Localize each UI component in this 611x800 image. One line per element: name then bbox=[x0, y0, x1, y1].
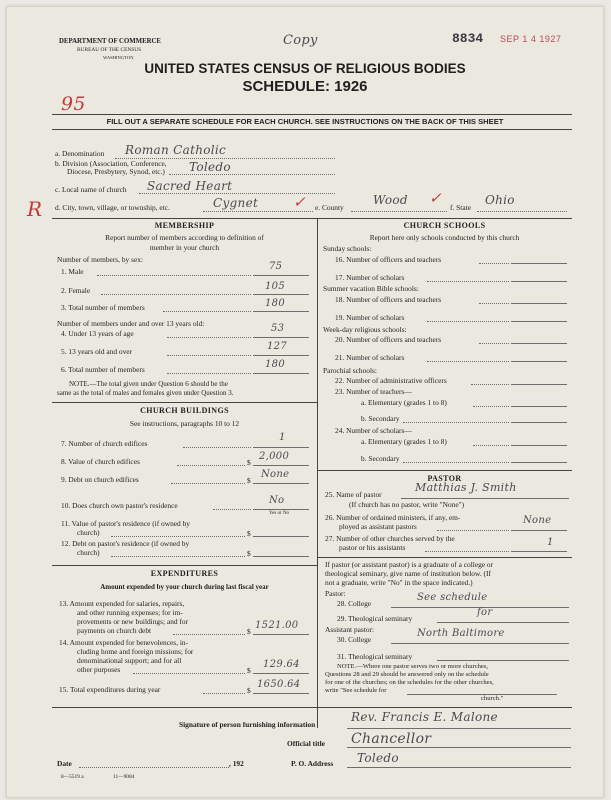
total-expenditures-value[interactable]: 1650.64 bbox=[257, 679, 301, 690]
pastor-college-value[interactable]: See schedule bbox=[417, 592, 488, 603]
check-mark-2: ✓ bbox=[429, 189, 442, 207]
schools-heading: CHURCH SCHOOLS bbox=[403, 221, 486, 230]
membership-intro-1: Report number of members according to definition of bbox=[105, 233, 264, 242]
q23a-label: a. Elementary (grades 1 to 8) bbox=[361, 398, 447, 407]
form-number: 8834 bbox=[452, 31, 484, 46]
dollar-sign: $ bbox=[247, 458, 251, 467]
benevolences-label-1: 14. Amount expended for benevolences, in- bbox=[59, 638, 189, 647]
department-label: DEPARTMENT OF COMMERCE bbox=[59, 38, 161, 45]
female-value[interactable]: 105 bbox=[265, 281, 285, 292]
expenditures-subtitle: Amount expended by your church during last fiscal year bbox=[100, 583, 269, 591]
pastor-note-5: church." bbox=[481, 695, 504, 702]
received-date-stamp: SEP 1 4 1927 bbox=[500, 34, 562, 44]
state-label: f. State bbox=[450, 203, 471, 212]
other-churches-label-1: 27. Number of other churches served by the bbox=[325, 534, 455, 543]
residence-value-label-2: church) bbox=[77, 528, 100, 537]
q24a-label: a. Elementary (grades 1 to 8) bbox=[361, 437, 447, 446]
schedule-title: SCHEDULE: 1926 bbox=[242, 78, 368, 95]
copy-note: Copy bbox=[283, 33, 318, 48]
official-title-label: Official title bbox=[287, 739, 325, 748]
running-expenses-value[interactable]: 1521.00 bbox=[255, 620, 299, 631]
graduate-instruction-2: theological seminary, give name of institution below. (If bbox=[325, 569, 491, 578]
dollar-sign: $ bbox=[247, 549, 251, 558]
owns-residence-label: 10. Does church own pastor's residence bbox=[61, 501, 178, 510]
q21-label: 21. Number of scholars bbox=[335, 353, 405, 362]
form-code-1: 8—5519 a bbox=[61, 774, 84, 780]
benevolences-label-3: denominational support; and for all bbox=[77, 656, 182, 665]
q22-label: 22. Number of administrative officers bbox=[335, 376, 447, 385]
over-13-label: 5. 13 years old and over bbox=[61, 347, 133, 356]
bureau-label: BUREAU OF THE CENSUS bbox=[77, 47, 142, 53]
graduate-instruction-3: not a graduate, write "No" in the space indicated.) bbox=[325, 578, 473, 587]
benevolences-label-2: cluding home and foreign missions; for bbox=[77, 647, 194, 656]
local-name-label: c. Local name of church bbox=[55, 185, 127, 194]
assistant-seminary-label: 31. Theological seminary bbox=[337, 652, 413, 661]
county-value[interactable]: Wood bbox=[373, 193, 408, 207]
benevolences-value[interactable]: 129.64 bbox=[263, 659, 300, 670]
under-over-label: Number of members under and over 13 years old: bbox=[57, 319, 205, 328]
denomination-value[interactable]: Roman Catholic bbox=[125, 143, 227, 157]
form-title: UNITED STATES CENSUS OF RELIGIOUS BODIES bbox=[144, 61, 466, 76]
pastor-subheading: Pastor: bbox=[325, 589, 346, 598]
q17-label: 17. Number of scholars bbox=[335, 273, 405, 282]
membership-note-2: same as the total of males and females given under Question 3. bbox=[57, 389, 234, 397]
residence-debt-label-2: church) bbox=[77, 548, 100, 557]
buildings-subtitle: See instructions, paragraphs 10 to 12 bbox=[129, 419, 240, 428]
total-expenditures-label: 15. Total expenditures during year bbox=[59, 685, 161, 694]
other-churches-value[interactable]: 1 bbox=[547, 537, 554, 548]
pastor-name-label: 25. Name of pastor bbox=[325, 490, 382, 499]
pastor-note-4: write "See schedule for bbox=[325, 687, 387, 694]
q24b-label: b. Secondary bbox=[361, 454, 400, 463]
edifices-count-value[interactable]: 1 bbox=[279, 432, 286, 443]
signature-value[interactable]: Rev. Francis E. Malone bbox=[351, 710, 498, 724]
q19-label: 19. Number of scholars bbox=[335, 313, 405, 322]
pastor-seminary-value[interactable]: for bbox=[477, 607, 493, 618]
expenditures-heading: EXPENDITURES bbox=[150, 569, 219, 578]
assistant-subheading: Assistant pastor: bbox=[325, 625, 375, 634]
margin-mark-letter: R bbox=[27, 197, 43, 221]
city-town-label: d. City, town, village, or township, etc. bbox=[55, 203, 170, 212]
city-town-value[interactable]: Cygnet bbox=[213, 196, 259, 210]
sunday-schools-label: Sunday schools: bbox=[323, 244, 372, 253]
benevolences-label-4: other purposes bbox=[77, 665, 121, 674]
official-title-value[interactable]: Chancellor bbox=[351, 731, 432, 747]
q18-label: 18. Number of officers and teachers bbox=[335, 295, 442, 304]
q24-label: 24. Number of scholars— bbox=[335, 426, 412, 435]
margin-mark-number: 95 bbox=[61, 93, 86, 115]
residence-debt-label-1: 12. Debt on pastor's residence (if owned by bbox=[61, 539, 190, 548]
q20-label: 20. Number of officers and teachers bbox=[335, 335, 442, 344]
members-by-sex-label: Number of members, by sex: bbox=[57, 255, 143, 264]
edifices-debt-value[interactable]: None bbox=[261, 469, 290, 480]
dollar-sign: $ bbox=[247, 529, 251, 538]
dollar-sign: $ bbox=[247, 476, 251, 485]
parochial-schools-label: Parochial schools: bbox=[323, 366, 377, 375]
residence-value-label-1: 11. Value of pastor's residence (if owned by bbox=[61, 519, 190, 528]
dollar-sign: $ bbox=[247, 686, 251, 695]
edifices-count-label: 7. Number of church edifices bbox=[61, 439, 148, 448]
division-value[interactable]: Toledo bbox=[189, 160, 231, 174]
pastor-seminary-label: 29. Theological seminary bbox=[337, 614, 413, 623]
address-value[interactable]: Toledo bbox=[357, 751, 399, 765]
date-label: Date bbox=[57, 759, 72, 768]
membership-intro-2: member in your church bbox=[149, 243, 220, 252]
division-label-1: b. Division (Association, Conference, bbox=[55, 159, 167, 168]
edifices-value-label: 8. Value of church edifices bbox=[61, 457, 140, 466]
pastor-note-1: NOTE.—Where one pastor serves two or more churches, bbox=[337, 663, 489, 670]
division-label-2: Diocese, Presbytery, Synod, etc.) bbox=[67, 167, 165, 176]
date-year-label: , 192 bbox=[229, 759, 244, 768]
assistant-college-value[interactable]: North Baltimore bbox=[417, 628, 505, 639]
state-value[interactable]: Ohio bbox=[485, 193, 515, 207]
city-label: WASHINGTON bbox=[103, 55, 134, 60]
dollar-sign: $ bbox=[247, 666, 251, 675]
owns-residence-value[interactable]: No bbox=[269, 495, 285, 506]
under-13-value[interactable]: 53 bbox=[271, 323, 285, 334]
local-name-value[interactable]: Sacred Heart bbox=[147, 179, 233, 193]
yes-no-hint: Yes or No bbox=[269, 511, 290, 516]
pastor-heading: PASTOR bbox=[427, 474, 462, 483]
running-expenses-label-3: provements or new buildings; and for bbox=[77, 617, 189, 626]
q16-label: 16. Number of officers and teachers bbox=[335, 255, 442, 264]
pastor-college-label: 28. College bbox=[337, 599, 372, 608]
county-label: e. County bbox=[315, 203, 344, 212]
pastor-note-2: Questions 28 and 29 should be answered only on the schedule bbox=[325, 671, 489, 678]
membership-heading: MEMBERSHIP bbox=[154, 221, 215, 230]
total-members-value-2[interactable]: 180 bbox=[265, 359, 285, 370]
female-label: 2. Female bbox=[61, 286, 91, 295]
dollar-sign: $ bbox=[247, 627, 251, 636]
male-label: 1. Male bbox=[61, 267, 84, 276]
total-members-value-1[interactable]: 180 bbox=[265, 298, 285, 309]
total-members-label-2: 6. Total number of members bbox=[61, 365, 145, 374]
q23b-label: b. Secondary bbox=[361, 414, 400, 423]
running-expenses-label-2: and other running expenses; for im- bbox=[77, 608, 183, 617]
schools-intro: Report here only schools conducted by this church bbox=[369, 233, 520, 242]
form-code-2: 11—9084 bbox=[113, 774, 135, 780]
pastor-note-3: for one of the churches; on the schedules for the other churches, bbox=[325, 679, 494, 686]
under-13-label: 4. Under 13 years of age bbox=[61, 329, 134, 338]
signature-label: Signature of person furnishing information bbox=[179, 720, 316, 729]
running-expenses-label-4: payments on church debt bbox=[77, 626, 152, 635]
total-members-label-1: 3. Total number of members bbox=[61, 303, 145, 312]
summer-schools-label: Summer vacation Bible schools: bbox=[323, 284, 419, 293]
buildings-heading: CHURCH BUILDINGS bbox=[140, 406, 229, 415]
weekday-schools-label: Week-day religious schools: bbox=[323, 325, 407, 334]
assistant-count-value[interactable]: None bbox=[523, 515, 552, 526]
assistant-count-label-1: 26. Number of ordained ministers, if any, em- bbox=[325, 513, 461, 522]
assistant-college-label: 30. College bbox=[337, 635, 372, 644]
edifices-debt-label: 9. Debt on church edifices bbox=[61, 475, 139, 484]
pastor-name-value[interactable]: Matthias J. Smith bbox=[415, 481, 517, 494]
other-churches-label-2: pastor or his assistants bbox=[339, 543, 406, 552]
check-mark-1: ✓ bbox=[293, 193, 306, 211]
census-schedule-sheet bbox=[6, 6, 604, 798]
instruction-line: FILL OUT A SEPARATE SCHEDULE FOR EACH CHURCH. SEE INSTRUCTIONS ON THE BACK OF THIS SHEET bbox=[106, 117, 504, 126]
edifices-value-value[interactable]: 2,000 bbox=[259, 451, 290, 462]
address-label: P. O. Address bbox=[291, 759, 334, 768]
running-expenses-label-1: 13. Amount expended for salaries, repairs, bbox=[59, 599, 185, 608]
q23-label: 23. Number of teachers— bbox=[335, 387, 412, 396]
membership-note-1: NOTE.—The total given under Question 6 should be the bbox=[69, 380, 228, 388]
assistant-count-label-2: ployed as assistant pastors bbox=[339, 522, 417, 531]
graduate-instruction-1: If pastor (or assistant pastor) is a graduate of a college or bbox=[325, 560, 494, 569]
male-value[interactable]: 75 bbox=[269, 261, 283, 272]
pastor-name-hint: (If church has no pastor, write "None") bbox=[349, 500, 465, 509]
denomination-label: a. Denomination bbox=[55, 149, 105, 158]
over-13-value[interactable]: 127 bbox=[267, 341, 287, 352]
